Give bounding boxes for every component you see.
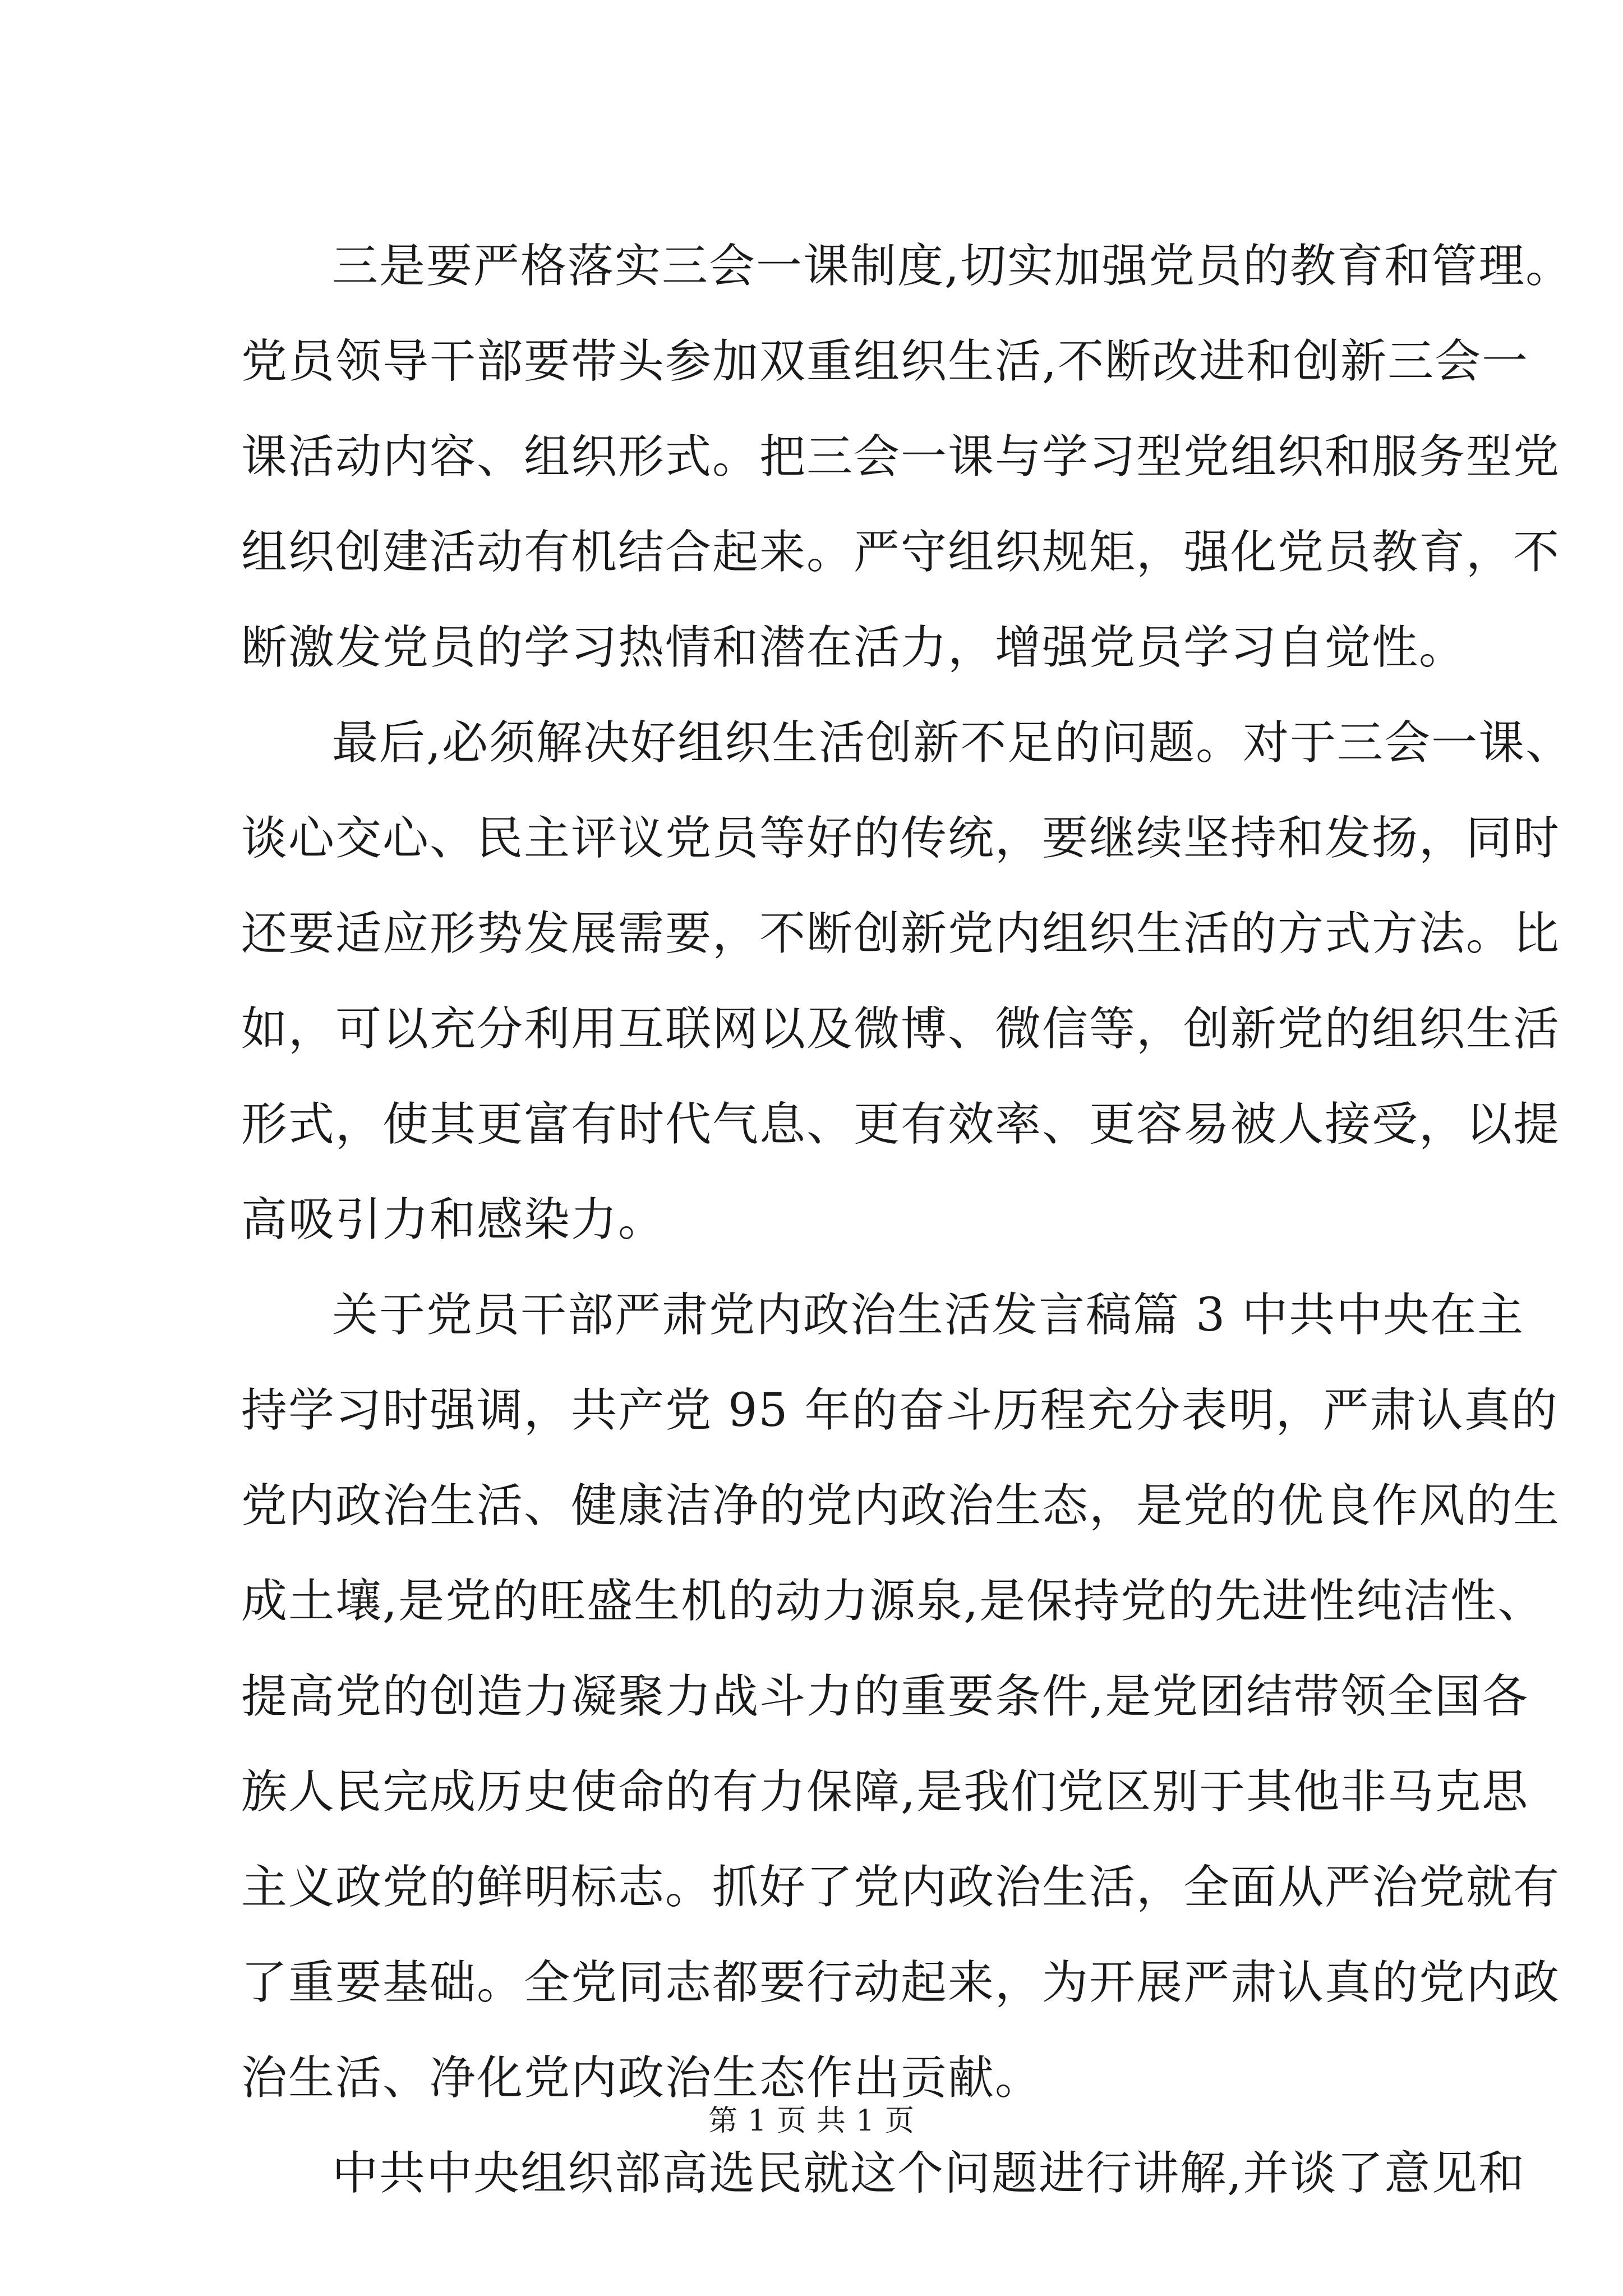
paragraph-3-line-8: 了重要基础。全党同志都要行动起来，为开展严肃认真的党内政 [241, 1956, 1561, 2009]
paragraph-2-line-6: 高吸引力和感染力。 [241, 1193, 666, 1246]
page-footer: 第 1 页 共 1 页 [708, 2104, 915, 2138]
paragraph-2-line-5: 形式，使其更富有时代气息、更有效率、更容易被人接受，以提 [241, 1098, 1561, 1151]
paragraph-3-line-1: 关于党员干部严肃党内政治生活发言稿篇 3 中共中央在主 [332, 1289, 1525, 1342]
document-body [241, 219, 1573, 2221]
paragraph-2-line-2: 谈心交心、民主评议党员等好的传统，要继续坚持和发扬，同时 [241, 812, 1561, 865]
paragraph-4-line-1: 中共中央组织部高选民就这个问题进行讲解,并谈了意见和 [332, 2147, 1526, 2200]
paragraph-3-line-9: 治生活、净化党内政治生态作出贡献。 [241, 2051, 1043, 2105]
paragraph-2-line-1: 最后,必须解决好组织生活创新不足的问题。对于三会一课、 [332, 716, 1573, 770]
paragraph-1-line-2: 党员领导干部要带头参加双重组织生活,不断改进和创新三会一 [241, 335, 1529, 388]
paragraph-3-line-2: 持学习时强调，共产党 95 年的奋斗历程充分表明，严肃认真的 [241, 1384, 1559, 1437]
paragraph-3-line-3: 党内政治生活、健康洁净的党内政治生态，是党的优良作风的生 [241, 1479, 1561, 1533]
paragraph-1-line-3: 课活动内容、组织形式。把三会一课与学习型党组织和服务型党 [241, 430, 1561, 484]
paragraph-3-line-6: 族人民完成历史使命的有力保障,是我们党区别于其他非马克思 [241, 1765, 1529, 1819]
paragraph-3-line-7: 主义政党的鲜明标志。抓好了党内政治生活，全面从严治党就有 [241, 1861, 1561, 1914]
paragraph-1-line-5: 断激发党员的学习热情和潜在活力，增强党员学习自觉性。 [241, 621, 1467, 674]
paragraph-3-line-4: 成土壤,是党的旺盛生机的动力源泉,是保持党的先进性纯洁性、 [241, 1575, 1545, 1628]
paragraph-1-line-4: 组织创建活动有机结合起来。严守组织规矩，强化党员教育，不 [241, 526, 1561, 579]
paragraph-2-line-3: 还要适应形势发展需要，不断创新党内组织生活的方式方法。比 [241, 907, 1561, 960]
paragraph-1-line-1: 三是要严格落实三会一课制度,切实加强党员的教育和管理。 [332, 240, 1573, 293]
paragraph-2-line-4: 如，可以充分利用互联网以及微博、微信等，创新党的组织生活 [241, 1002, 1561, 1056]
paragraph-3-line-5: 提高党的创造力凝聚力战斗力的重要条件,是党团结带领全国各 [241, 1670, 1529, 1723]
